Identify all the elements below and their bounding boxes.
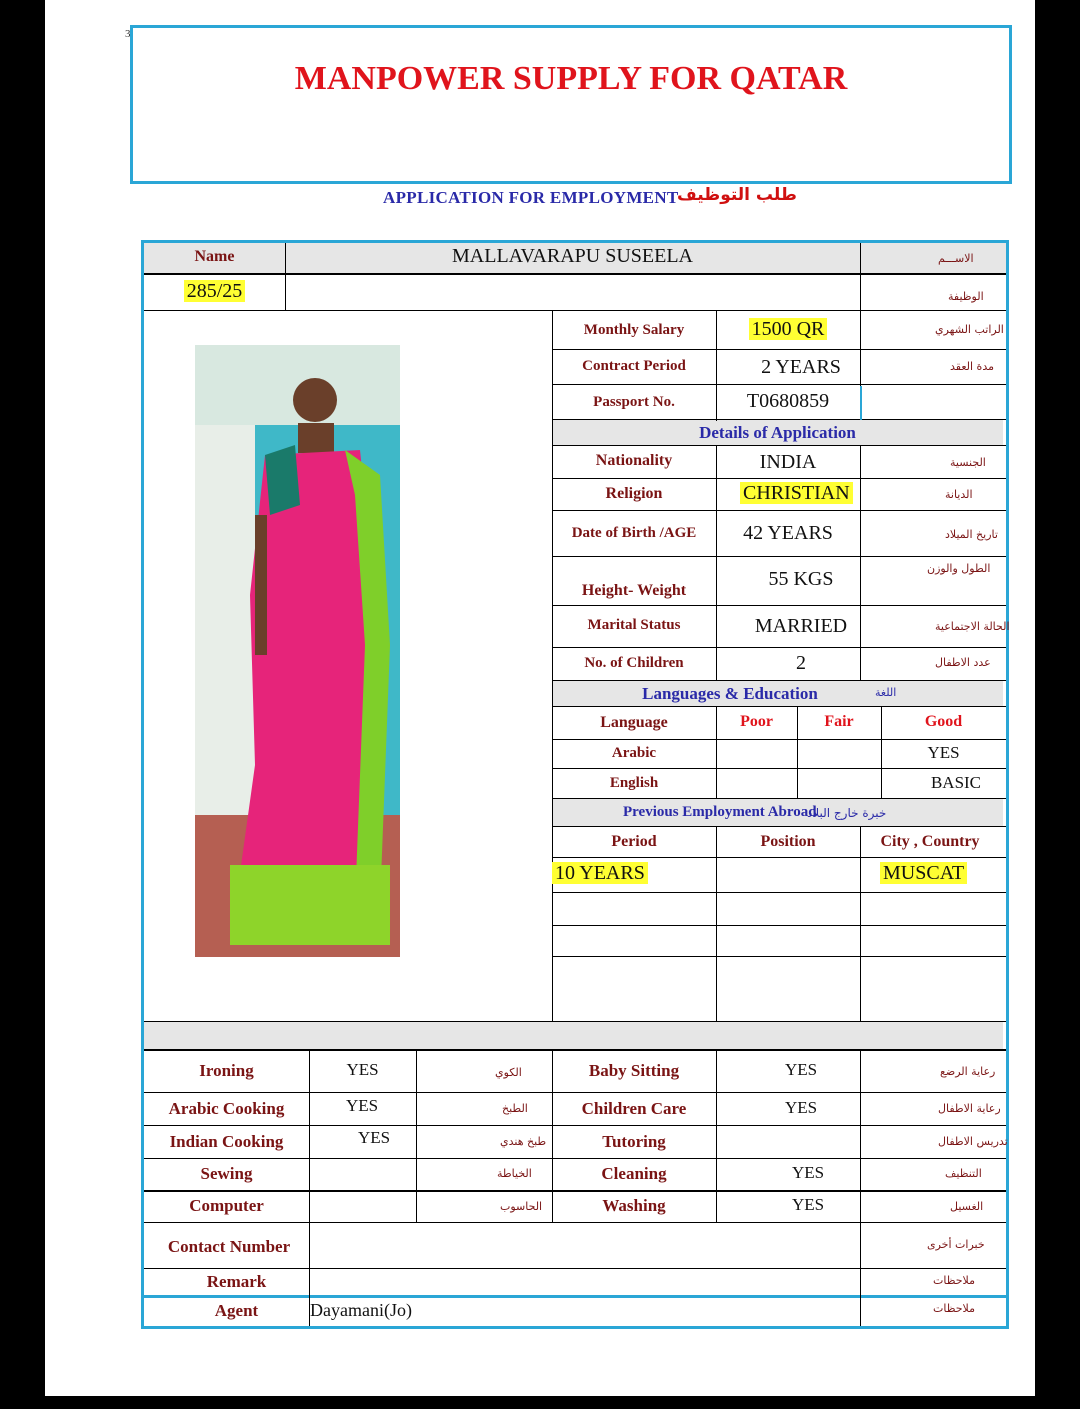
dob-arabic: تاريخ الميلاد: [945, 528, 998, 541]
children-arabic: عدد الاطفال: [935, 656, 991, 669]
skill-baby-sitting-arabic: رعاية الرضع: [940, 1065, 996, 1078]
contact-label: Contact Number: [167, 1237, 291, 1256]
skill-children-care-value: YES: [784, 1098, 818, 1117]
languages-section-arabic: اللغة: [875, 686, 897, 699]
skill-arabic-cooking-label: Arabic Cooking: [168, 1099, 285, 1118]
page-title: MANPOWER SUPPLY FOR QATAR: [294, 60, 848, 97]
skill-children-care-label: Children Care: [581, 1099, 687, 1118]
skill-washing-label: Washing: [602, 1196, 666, 1215]
good-header: Good: [924, 713, 963, 730]
marital-label: Marital Status: [587, 617, 681, 633]
nationality-value: INDIA: [759, 451, 817, 473]
skill-baby-sitting-label: Baby Sitting: [588, 1061, 680, 1080]
fair-header: Fair: [824, 713, 854, 730]
skill-cleaning-value: YES: [791, 1163, 825, 1182]
skill-arabic-cooking-value: YES: [346, 1096, 379, 1115]
skill-washing-arabic: الغسيل: [950, 1200, 984, 1213]
employment-period-value: 10 YEARS: [552, 862, 716, 885]
form-subtitle-arabic: طلب التوظيف: [677, 185, 797, 205]
remark-label: Remark: [206, 1272, 267, 1291]
details-section-title: Details of Application: [699, 423, 856, 442]
period-header: Period: [611, 833, 657, 850]
agent-value: Dayamani(Jo): [310, 1300, 412, 1320]
contract-label: Contract Period: [582, 358, 686, 374]
skill-tutoring-arabic: تدريس الاطفال: [938, 1135, 1008, 1148]
position-header: Position: [760, 833, 816, 850]
applicant-name: MALLAVARAPU SUSEELA: [452, 245, 693, 267]
skill-ironing-label: Ironing: [199, 1061, 254, 1080]
dob-label: Date of Birth /AGE: [571, 525, 697, 541]
agent-arabic: ملاحظات: [933, 1302, 975, 1315]
employment-section-arabic: خبرة خارج البلاد: [807, 806, 887, 820]
employment-section-title: Previous Employment Abroad: [623, 804, 817, 820]
salary-arabic: الراتب الشهري: [935, 323, 1004, 336]
arabic-good-value: YES: [927, 743, 960, 762]
dob-value: 42 YEARS: [743, 522, 833, 544]
skill-washing-value: YES: [791, 1195, 825, 1214]
skill-ironing-value: YES: [346, 1060, 379, 1079]
skill-ironing-arabic: الكوي: [495, 1066, 522, 1079]
skill-indian-cooking-label: Indian Cooking: [169, 1132, 284, 1151]
passport-label: Passport No.: [593, 394, 675, 410]
reference-number: 285/25: [144, 280, 285, 303]
skill-baby-sitting-value: YES: [784, 1060, 818, 1079]
agent-label: Agent: [214, 1301, 259, 1320]
skill-cleaning-label: Cleaning: [601, 1164, 667, 1183]
skills-divider-band: [144, 1022, 1003, 1049]
skill-children-care-arabic: رعاية الاطفال: [938, 1102, 1001, 1115]
contract-arabic: مدة العقد: [950, 360, 994, 373]
religion-arabic: الديانة: [945, 488, 973, 501]
nationality-label: Nationality: [595, 452, 673, 469]
salary-label: Monthly Salary: [583, 322, 685, 338]
english-good-value: BASIC: [930, 773, 982, 792]
corner-mark: 3: [125, 28, 131, 40]
application-form: [45, 0, 1035, 1396]
skill-indian-cooking-value: YES: [358, 1128, 391, 1147]
skill-computer-label: Computer: [189, 1196, 264, 1215]
children-label: No. of Children: [584, 655, 684, 671]
form-subtitle: APPLICATION FOR EMPLOYMENT: [383, 188, 679, 207]
passport-value: T0680859: [746, 390, 830, 412]
marital-arabic: الحالة الاجتماعية: [935, 620, 1010, 633]
height-weight-label: Height- Weight: [581, 582, 687, 599]
contract-value: 2 YEARS: [761, 356, 841, 378]
employment-city-value: MUSCAT: [860, 862, 1000, 885]
applicant-photo: [195, 345, 400, 957]
poor-header: Poor: [740, 713, 773, 730]
remark-arabic: ملاحظات: [933, 1274, 975, 1287]
skill-sewing-arabic: الخياطة: [497, 1167, 532, 1180]
salary-value: 1500 QR: [716, 318, 860, 341]
skill-arabic-cooking-arabic: الطبخ: [502, 1102, 528, 1115]
religion-value: CHRISTIAN: [716, 482, 860, 505]
language-english-label: English: [609, 775, 659, 791]
skill-tutoring-label: Tutoring: [602, 1132, 666, 1151]
height-weight-value: 55 KGS: [768, 568, 834, 590]
height-weight-arabic: الطول والوزن: [927, 562, 991, 575]
languages-section-title: Languages & Education: [642, 684, 818, 703]
skill-cleaning-arabic: التنظيف: [945, 1167, 982, 1180]
religion-label: Religion: [605, 485, 663, 502]
name-label: Name: [194, 248, 235, 265]
contact-arabic: خبرات أخرى: [927, 1238, 985, 1251]
skill-indian-cooking-arabic: طبخ هندي: [500, 1135, 547, 1148]
city-country-header: City , Country: [880, 833, 980, 850]
skill-sewing-label: Sewing: [200, 1164, 253, 1183]
name-arabic: الاســـم: [938, 252, 974, 265]
language-header: Language: [600, 714, 668, 731]
header-box: [130, 25, 1012, 184]
skill-computer-arabic: الحاسوب: [500, 1200, 543, 1213]
children-value: 2: [796, 652, 806, 674]
language-arabic-label: Arabic: [611, 745, 657, 761]
reference-arabic: الوظيفة: [948, 290, 984, 303]
marital-value: MARRIED: [754, 615, 848, 637]
nationality-arabic: الجنسية: [950, 456, 986, 469]
